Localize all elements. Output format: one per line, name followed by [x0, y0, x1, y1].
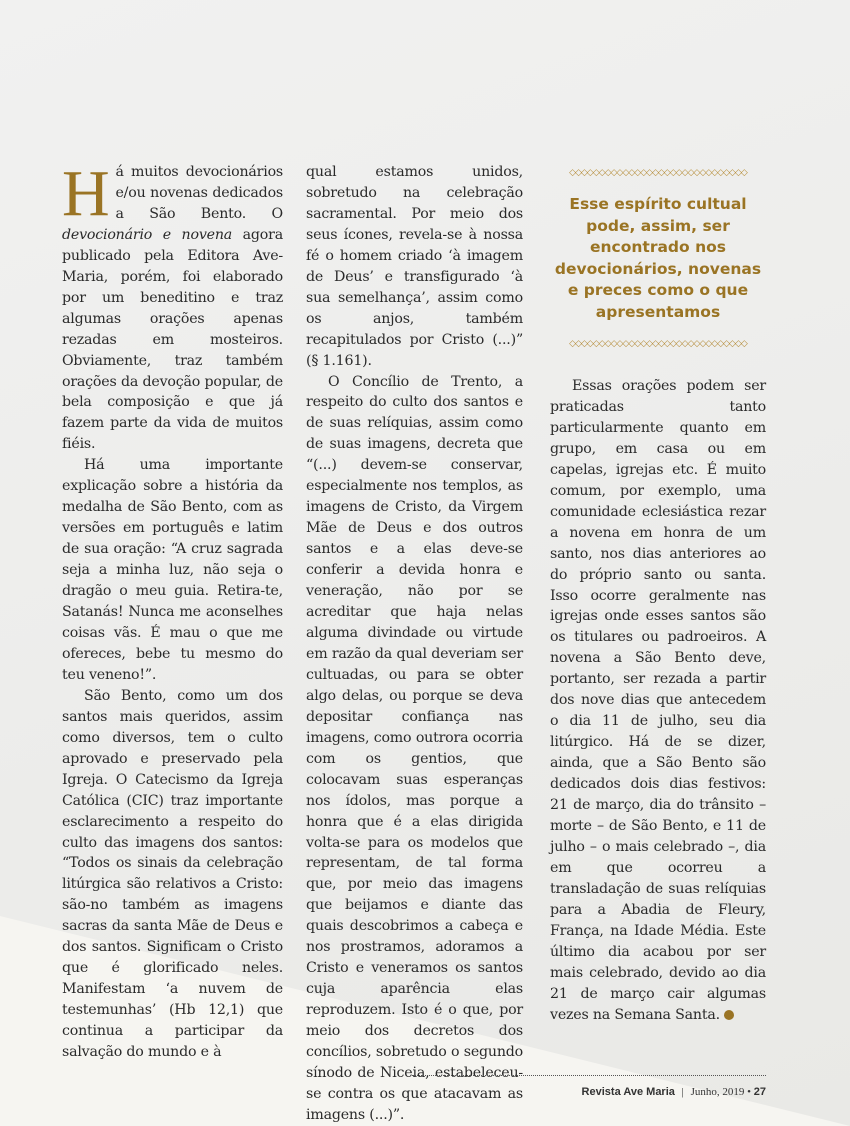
- drop-cap: H: [62, 157, 110, 230]
- paragraph: Essas orações podem ser praticadas tanto particularmente quanto em grupo, em casa ou em capelas, igrejas etc. É muito comum, por exemplo, uma comunidade eclesiástica rezar a novena em honra de um santo, nos dias anteriores ao do próprio santo ou santa. Isso ocorre geralmente nas igrejas onde esses santos são os titulares ou padroeiros. A novena a São Bento deve, portanto, ser rezada a partir dos nove dias que antecedem o dia 11 de julho, seu dia litúrgico. Há de se dizer, ainda, que a São Bento são dedicados dois dias festivos: 21 de março, dia do trânsito – morte – de São Bento, e 11 de julho – o mais celebrado –, dia em que ocorreu a transladação de suas relíquias para a Abadia de Fleury, França, na Idade Média. Este último dia acabou por ser mais celebrado, devido ao dia 21 de março cair algumas vezes na Semana Santa.: [550, 378, 766, 1023]
- ornament-divider: ◇◇◇◇◇◇◇◇◇◇◇◇◇◇◇◇◇◇◇◇◇◇◇◇◇◇◇◇◇◇: [569, 339, 747, 349]
- article-column-1: [62, 157, 283, 1063]
- paragraph: Há uma importante explicação sobre a história da medalha de São Bento, com as versões em português e latim de sua oração: “A cruz sagrada seja a minha luz, não seja o dragão o meu guia. Retira-te, Satanás! Nunca me aconselhes coisas vãs. É mau o que me ofereces, bebe tu mesmo do teu veneno!”.: [62, 457, 283, 683]
- page-number: 27: [753, 1086, 766, 1098]
- bullet: •: [747, 1086, 751, 1098]
- paragraph: Há muitos devocionários e/ou novenas dedicados a São Bento. O devocionário e novena agora publicado pela Editora Ave-Maria, porém, foi elaborado por um beneditino e traz algumas orações apenas rezadas em mosteiros. Obviamente, traz também orações da devoção popular, de bela composição e que já fazem parte da vida de muitos fiéis.: [62, 157, 283, 453]
- article-column-2: [306, 162, 523, 1126]
- ornament-divider: ◇◇◇◇◇◇◇◇◇◇◇◇◇◇◇◇◇◇◇◇◇◇◇◇◇◇◇◇◇◇: [569, 168, 747, 178]
- article-column-3: [550, 376, 766, 1026]
- issue-date: Junho, 2019: [690, 1086, 745, 1098]
- footer-divider: [412, 1075, 766, 1076]
- paragraph: São Bento, como um dos santos mais queridos, assim como diversos, tem o culto aprovado e preservado pela Igreja. O Catecismo da Igreja Católica (CIC) traz importante esclarecimento a respeito do culto das imagens dos santos: “Todos os sinais da celebração litúrgica são relativos a Cristo: são-no também as imagens sacras da santa Mãe de Deus e dos santos. Significam o Cristo que é glorificado neles. Manifestam ‘a nuvem de testemunhas’ (Hb 12,1) que continua a participar da salvação do mundo e à: [62, 687, 283, 1061]
- paragraph: qual estamos unidos, sobretudo na celebração sacramental. Por meio dos seus ícones, revela-se à nossa fé o homem criado ‘à imagem de Deus’ e transfigurado ‘à sua semelhança’, assim como os anjos, também recapitulados por Cristo (...)” (§ 1.161).: [306, 164, 523, 369]
- magazine-name: Revista Ave Maria: [581, 1086, 675, 1098]
- page-footer: [582, 1086, 766, 1098]
- separator: |: [681, 1086, 684, 1098]
- pull-quote-text: Esse espírito cultual pode, assim, ser encontrado nos devocionários, novenas e preces como o que apresentamos: [554, 195, 762, 321]
- end-mark-icon: [724, 1010, 734, 1020]
- paragraph: O Concílio de Trento, a respeito do culto dos santos e de suas relíquias, assim como de suas imagens, decreta que “(...) devem-se conservar, especialmente nos templos, as imagens de Cristo, da Virgem Mãe de Deus e dos outros santos e a elas deve-se conferir a devida honra e veneração, não por se acreditar que haja nelas alguma divindade ou virtude em razão da qual deveriam ser cultuadas, ou para se obter algo delas, ou porque se deva depositar confiança nas imagens, como outrora ocorria com os gentios, que colocavam suas esperanças nos ídolos, mas porque a honra que é a elas dirigida volta-se para os modelos que representam, de tal forma que, por meio das imagens que beijamos e diante das quais descobrimos a cabeça e nos prostramos, adoramos a Cristo e veneramos os santos cuja aparência elas reproduzem. Isto é o que, por meio dos decretos dos concílios, sobretudo o segundo sínodo de Niceia, estabeleceu-se contra os que atacavam as imagens (...)”.: [306, 373, 523, 1123]
- pull-quote: [550, 168, 766, 349]
